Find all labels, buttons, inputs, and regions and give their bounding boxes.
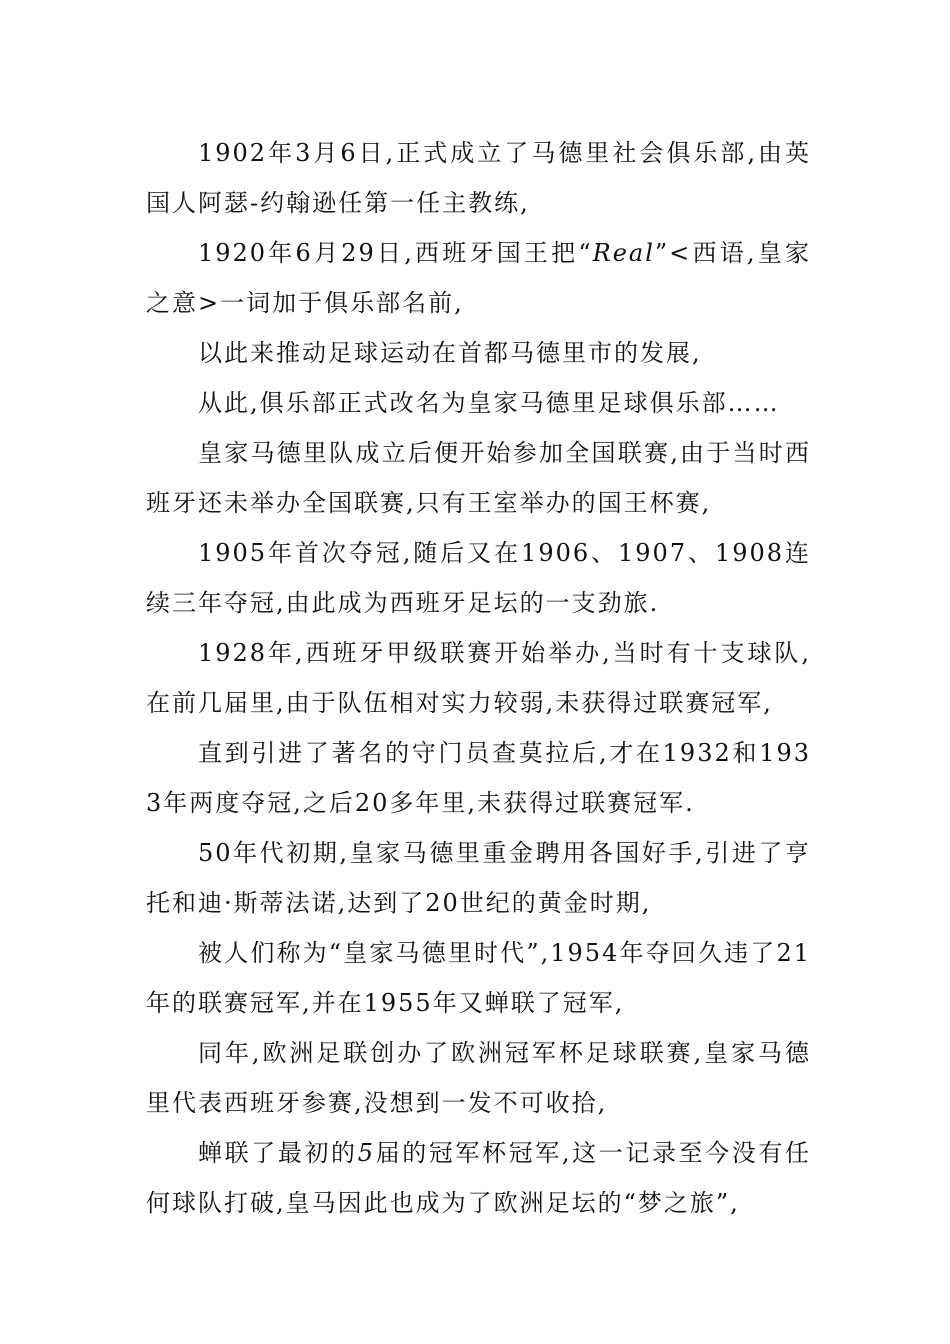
paragraph-text: 1920年6月29日,西班牙国王把“	[198, 239, 593, 267]
paragraph: 1905年首次夺冠,随后又在1906、1907、1908连续三年夺冠,由此成为西班牙足坛的一支劲旅.	[146, 539, 811, 617]
paragraph: 被人们称为“皇家马德里时代”,1954年夺回久违了21年的联赛冠军,并在1955年又蝉联了冠军,	[146, 939, 811, 1017]
paragraph: 直到引进了著名的守门员查莫拉后,才在1932和1933年两度夺冠,之后20多年里,未获得过联赛冠军.	[146, 739, 811, 817]
paragraph	[146, 1128, 811, 1228]
paragraph: 1928年,西班牙甲级联赛开始举办,当时有十支球队,在前几届里,由于队伍相对实力较弱,未获得过联赛冠军,	[146, 639, 811, 717]
paragraph	[146, 228, 811, 328]
paragraph: 1902年3月6日,正式成立了马德里社会俱乐部,由英国人阿瑟-约翰逊任第一任主教练,	[146, 139, 811, 217]
paragraph-italic-text: Real	[592, 239, 655, 267]
document-body	[146, 128, 811, 1228]
paragraph: 50年代初期,皇家马德里重金聘用各国好手,引进了亨托和迪·斯蒂法诺,达到了20世纪的黄金时期,	[146, 839, 811, 917]
paragraph: 皇家马德里队成立后便开始参加全国联赛,由于当时西班牙还未举办全国联赛,只有王室举办的国王杯赛,	[146, 439, 811, 517]
paragraph: 同年,欧洲足联创办了欧洲冠军杯足球联赛,皇家马德里代表西班牙参赛,没想到一发不可收拾,	[146, 1039, 811, 1117]
paragraph-text: 蝉联了最初的	[198, 1139, 358, 1167]
paragraph: 以此来推动足球运动在首都马德里市的发展,	[198, 339, 702, 367]
paragraph-text: 届的冠军杯冠军,这一记录至今没有任何球队打破,皇马因此也成为了欧洲足坛的“梦之旅”,	[146, 1139, 812, 1217]
paragraph: 从此,俱乐部正式改名为皇家马德里足球俱乐部……	[198, 389, 780, 417]
paragraph-italic-text: 5	[357, 1139, 375, 1167]
paragraph-text: ”<西语,皇家之意>一词加于俱乐部名前,	[146, 239, 811, 317]
